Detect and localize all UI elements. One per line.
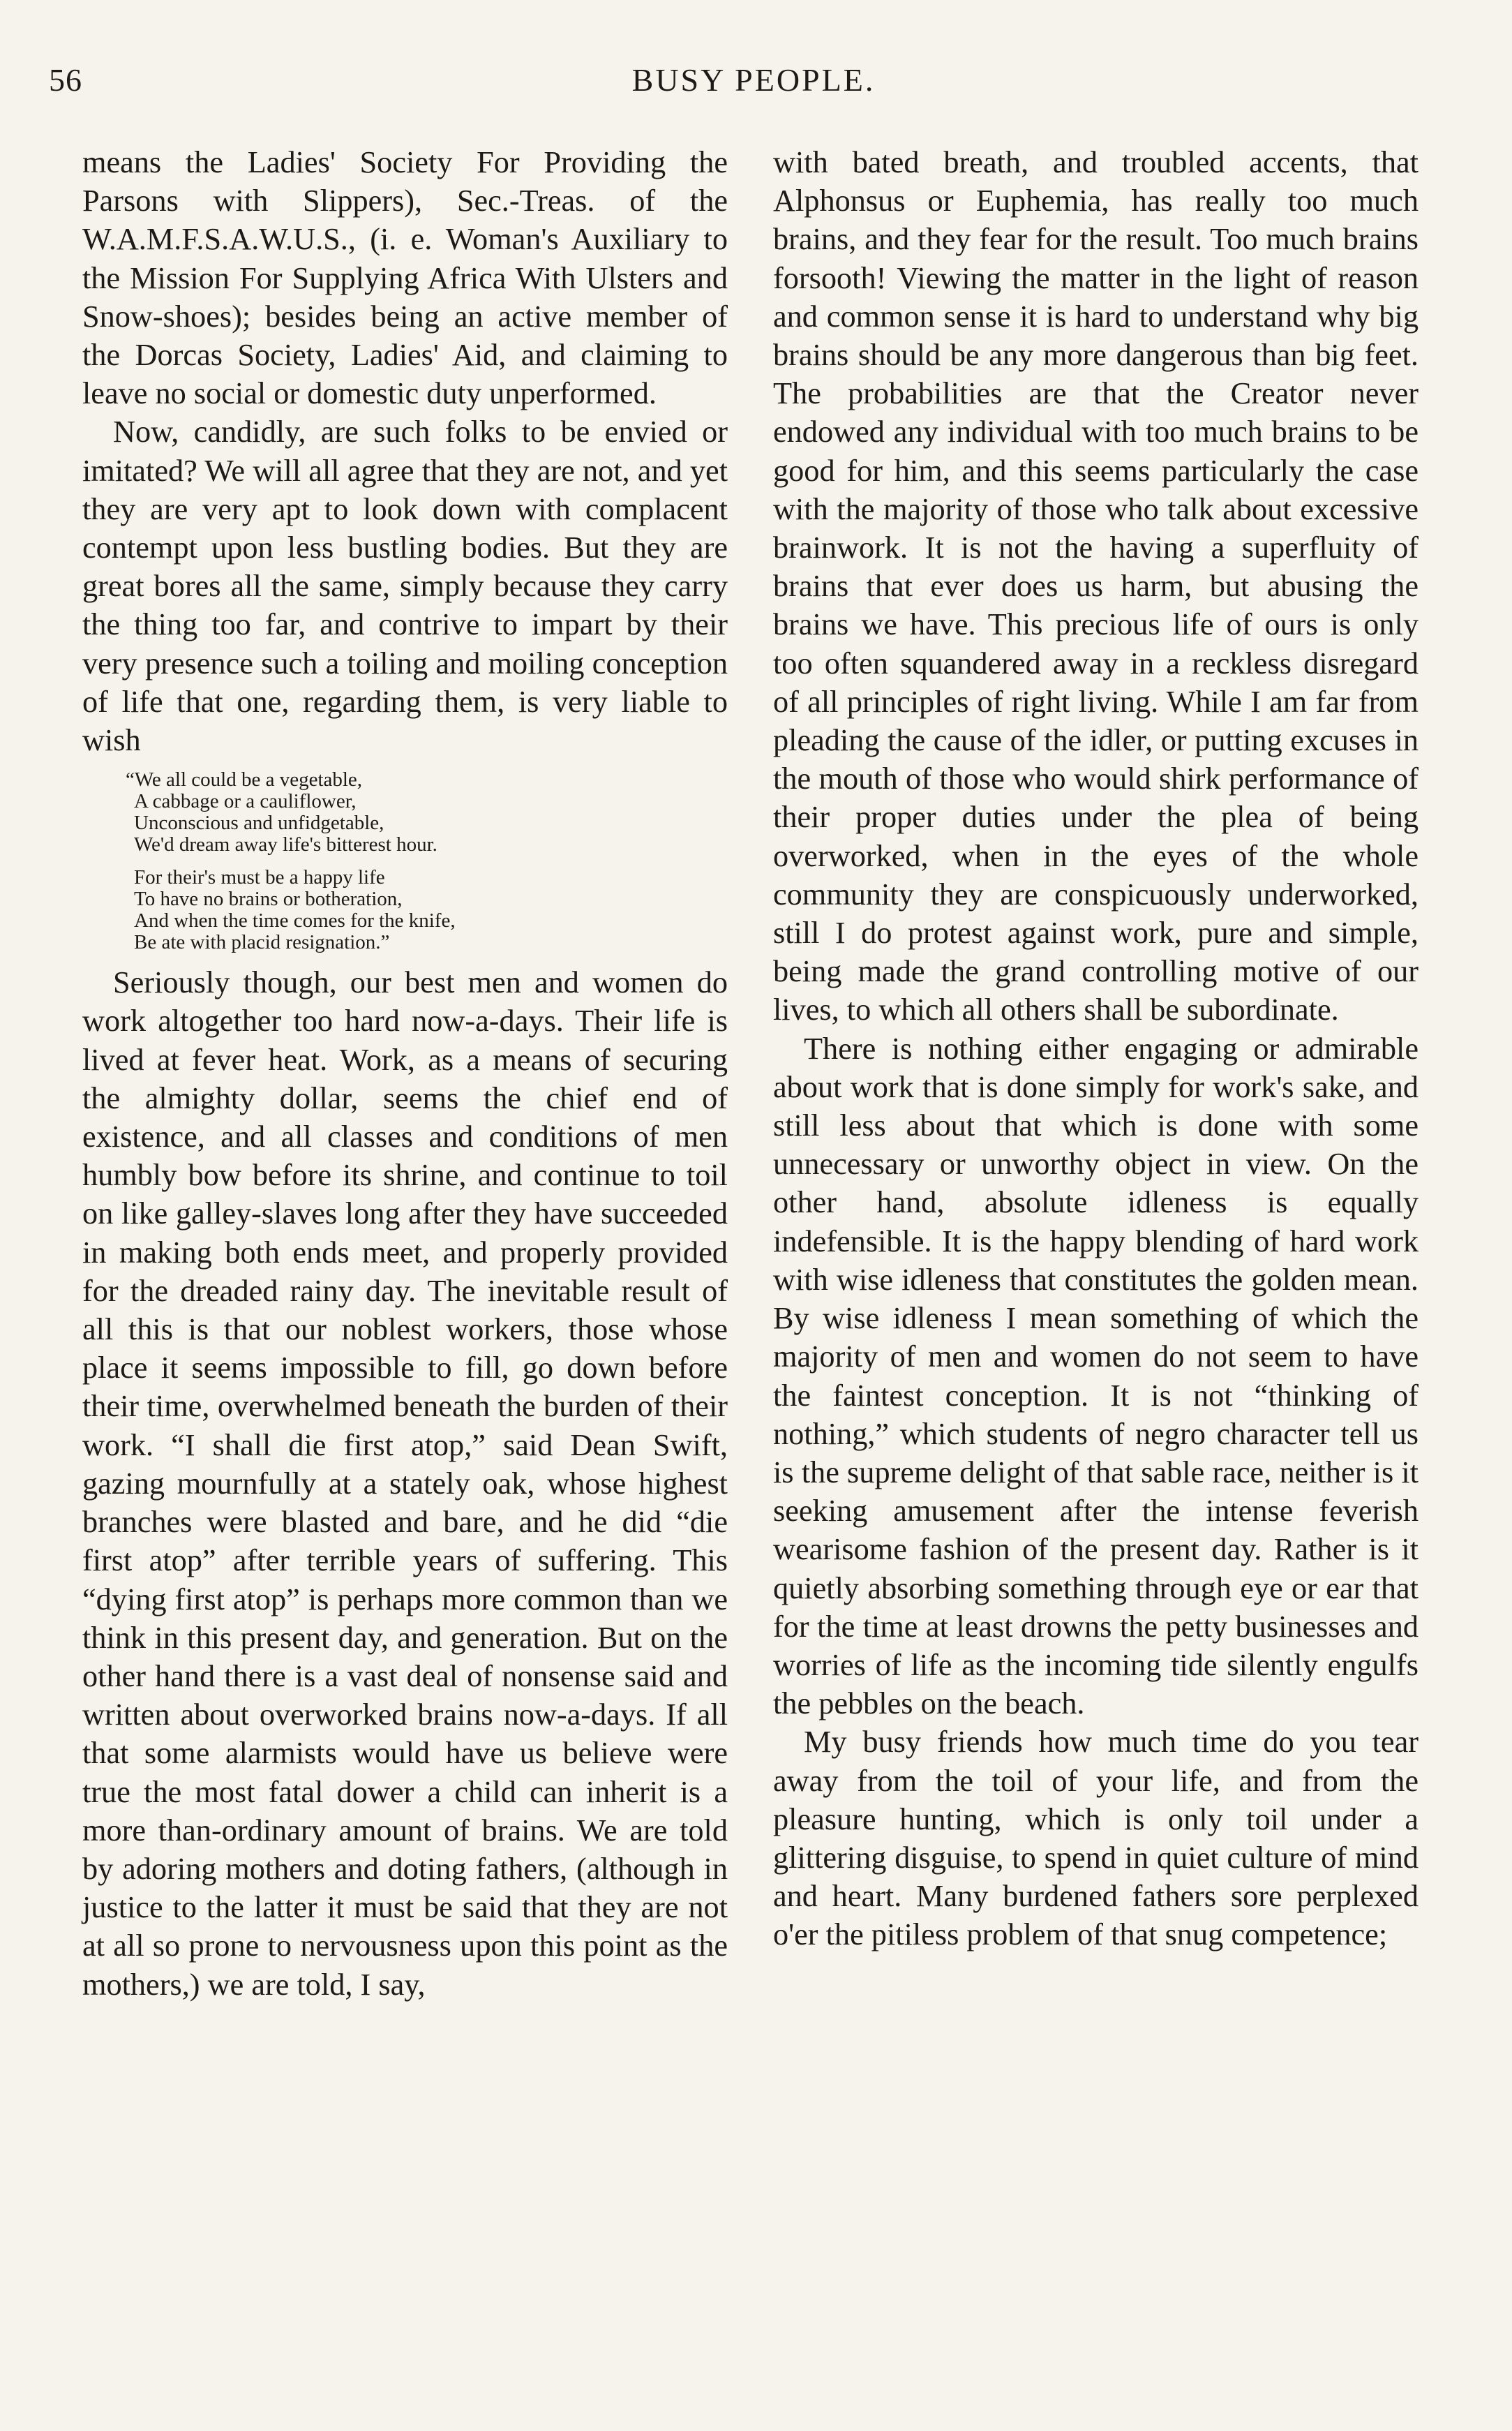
poem-stanza-1: [126, 769, 728, 856]
poem-line: Unconscious and unfidgetable,: [134, 812, 384, 835]
poem-quote: [126, 769, 728, 953]
right-paragraph-2: There is nothing either engaging or admirable about work that is done simply for work's sake, and still less about that which is done with some unnecessary or unworthy object in view. On the other hand, absolute idleness is equally indefensible. It is the happy blending of hard work with wise idleness that constitutes the golden mean. By wise idleness I mean something of which the majority of men and women do not seem to have the faintest conception. It is not “thinking of nothing,” which students of negro character tell us is the supreme delight of that sable race, neither is it seeking amusement after the intense feverish wearisome fashion of the present day. Rather is it quietly absorbing something through eye or ear that for the time at least drowns the petty businesses and worries of life as the incoming tide silently engulfs the pebbles on the beach.: [773, 1031, 1419, 1721]
right-paragraph-1: with bated breath, and troubled accents, that Alphonsus or Euphemia, has really too much brains, and they fear for the result. Too much brains forsooth! Viewing the matter in the light of reason and common sense it is hard to understand why big brains should be any more dangerous than big feet. The probabilities are that the Creator never endowed any individual with too much brains to be good for him, and this seems particularly the case with the majority of those who talk about excessive brainwork. It is not the having a superfluity of brains that ever does us harm, but abusing the brains we have. This precious life of ours is only too often squandered away in a reckless disregard of all principles of right living. While I am far from pleading the cause of the idler, or putting excuses in the mouth of those who would shirk performance of their proper duties under the plea of being overworked, when in the eyes of the whole community they are conspicuously underworked, still I do protest against work, pure and simple, being made the grand controlling motive of our lives, to which all others shall be subordinate.: [773, 145, 1419, 1027]
poem-line: “We all could be a vegetable,: [126, 768, 363, 791]
poem-line: Be ate with placid resignation.”: [134, 931, 390, 954]
left-column: [82, 143, 728, 2004]
page-number: 56: [49, 62, 82, 98]
right-paragraph-3: My busy friends how much time do you tear away from the toil of your life, and from the pleasure hunting, which is only toil under a glittering disguise, to spend in quiet culture of mind and heart. Many burdened fathers sore perplexed o'er the pitiless problem of that snug competence;: [773, 1725, 1419, 1952]
page-header: [42, 61, 1465, 124]
right-column: [773, 143, 1419, 1954]
poem-line: A cabbage or a cauliflower,: [134, 790, 357, 813]
poem-line: For their's must be a happy life: [134, 866, 385, 889]
poem-line: To have no brains or botheration,: [134, 888, 403, 911]
left-paragraph-1: means the Ladies' Society For Providing the Parsons with Slippers), Sec.-Treas. of the W.A.M.F.S.A.W.U.S., (i. e. Woman's Auxiliary to the Mission For Supplying Africa With Ulsters and Snow-shoes); besides being an active member of the Dorcas Society, Ladies' Aid, and claiming to leave no social or domestic duty unperformed.: [82, 145, 728, 411]
left-paragraph-2: Now, candidly, are such folks to be envied or imitated? We will all agree that they are not, and yet they are very apt to look down with complacent contempt upon less bustling bodies. But they are great bores all the same, simply because they carry the thing too far, and contrive to impart by their very presence such a toiling and moiling conception of life that one, regarding them, is very liable to wish: [82, 415, 728, 758]
poem-stanza-2: [126, 867, 728, 953]
poem-line: We'd dream away life's bitterest hour.: [134, 833, 437, 856]
left-paragraph-3: Seriously though, our best men and women do work altogether too hard now-a-days. Their life is lived at fever heat. Work, as a means of securing the almighty dollar, seems the chief end of existence, and all classes and conditions of men humbly bow before its shrine, and continue to toil on like galley-slaves long after they have succeeded in making both ends meet, and properly provided for the dreaded rainy day. The inevitable result of all this is that our noblest workers, those whose place it seems impossible to fill, go down before their time, overwhelmed beneath the burden of their work. “I shall die first atop,” said Dean Swift, gazing mournfully at a stately oak, whose highest branches were blasted and bare, and he did “die first atop” after terrible years of suffering. This “dying first atop” is perhaps more common than we think in this present day, and generation. But on the other hand there is a vast deal of nonsense said and written about overworked brains now-a-days. If all that some alarmists would have us believe were true the most fatal dower a child can inherit is a more than-ordinary amount of brains. We are told by adoring mothers and doting fathers, (although in justice to the latter it must be said that they are not at all so prone to nervousness upon this point as the mothers,) we are told, I say,: [82, 965, 728, 2002]
poem-line: And when the time comes for the knife,: [134, 909, 456, 932]
running-title: BUSY PEOPLE.: [631, 62, 876, 98]
